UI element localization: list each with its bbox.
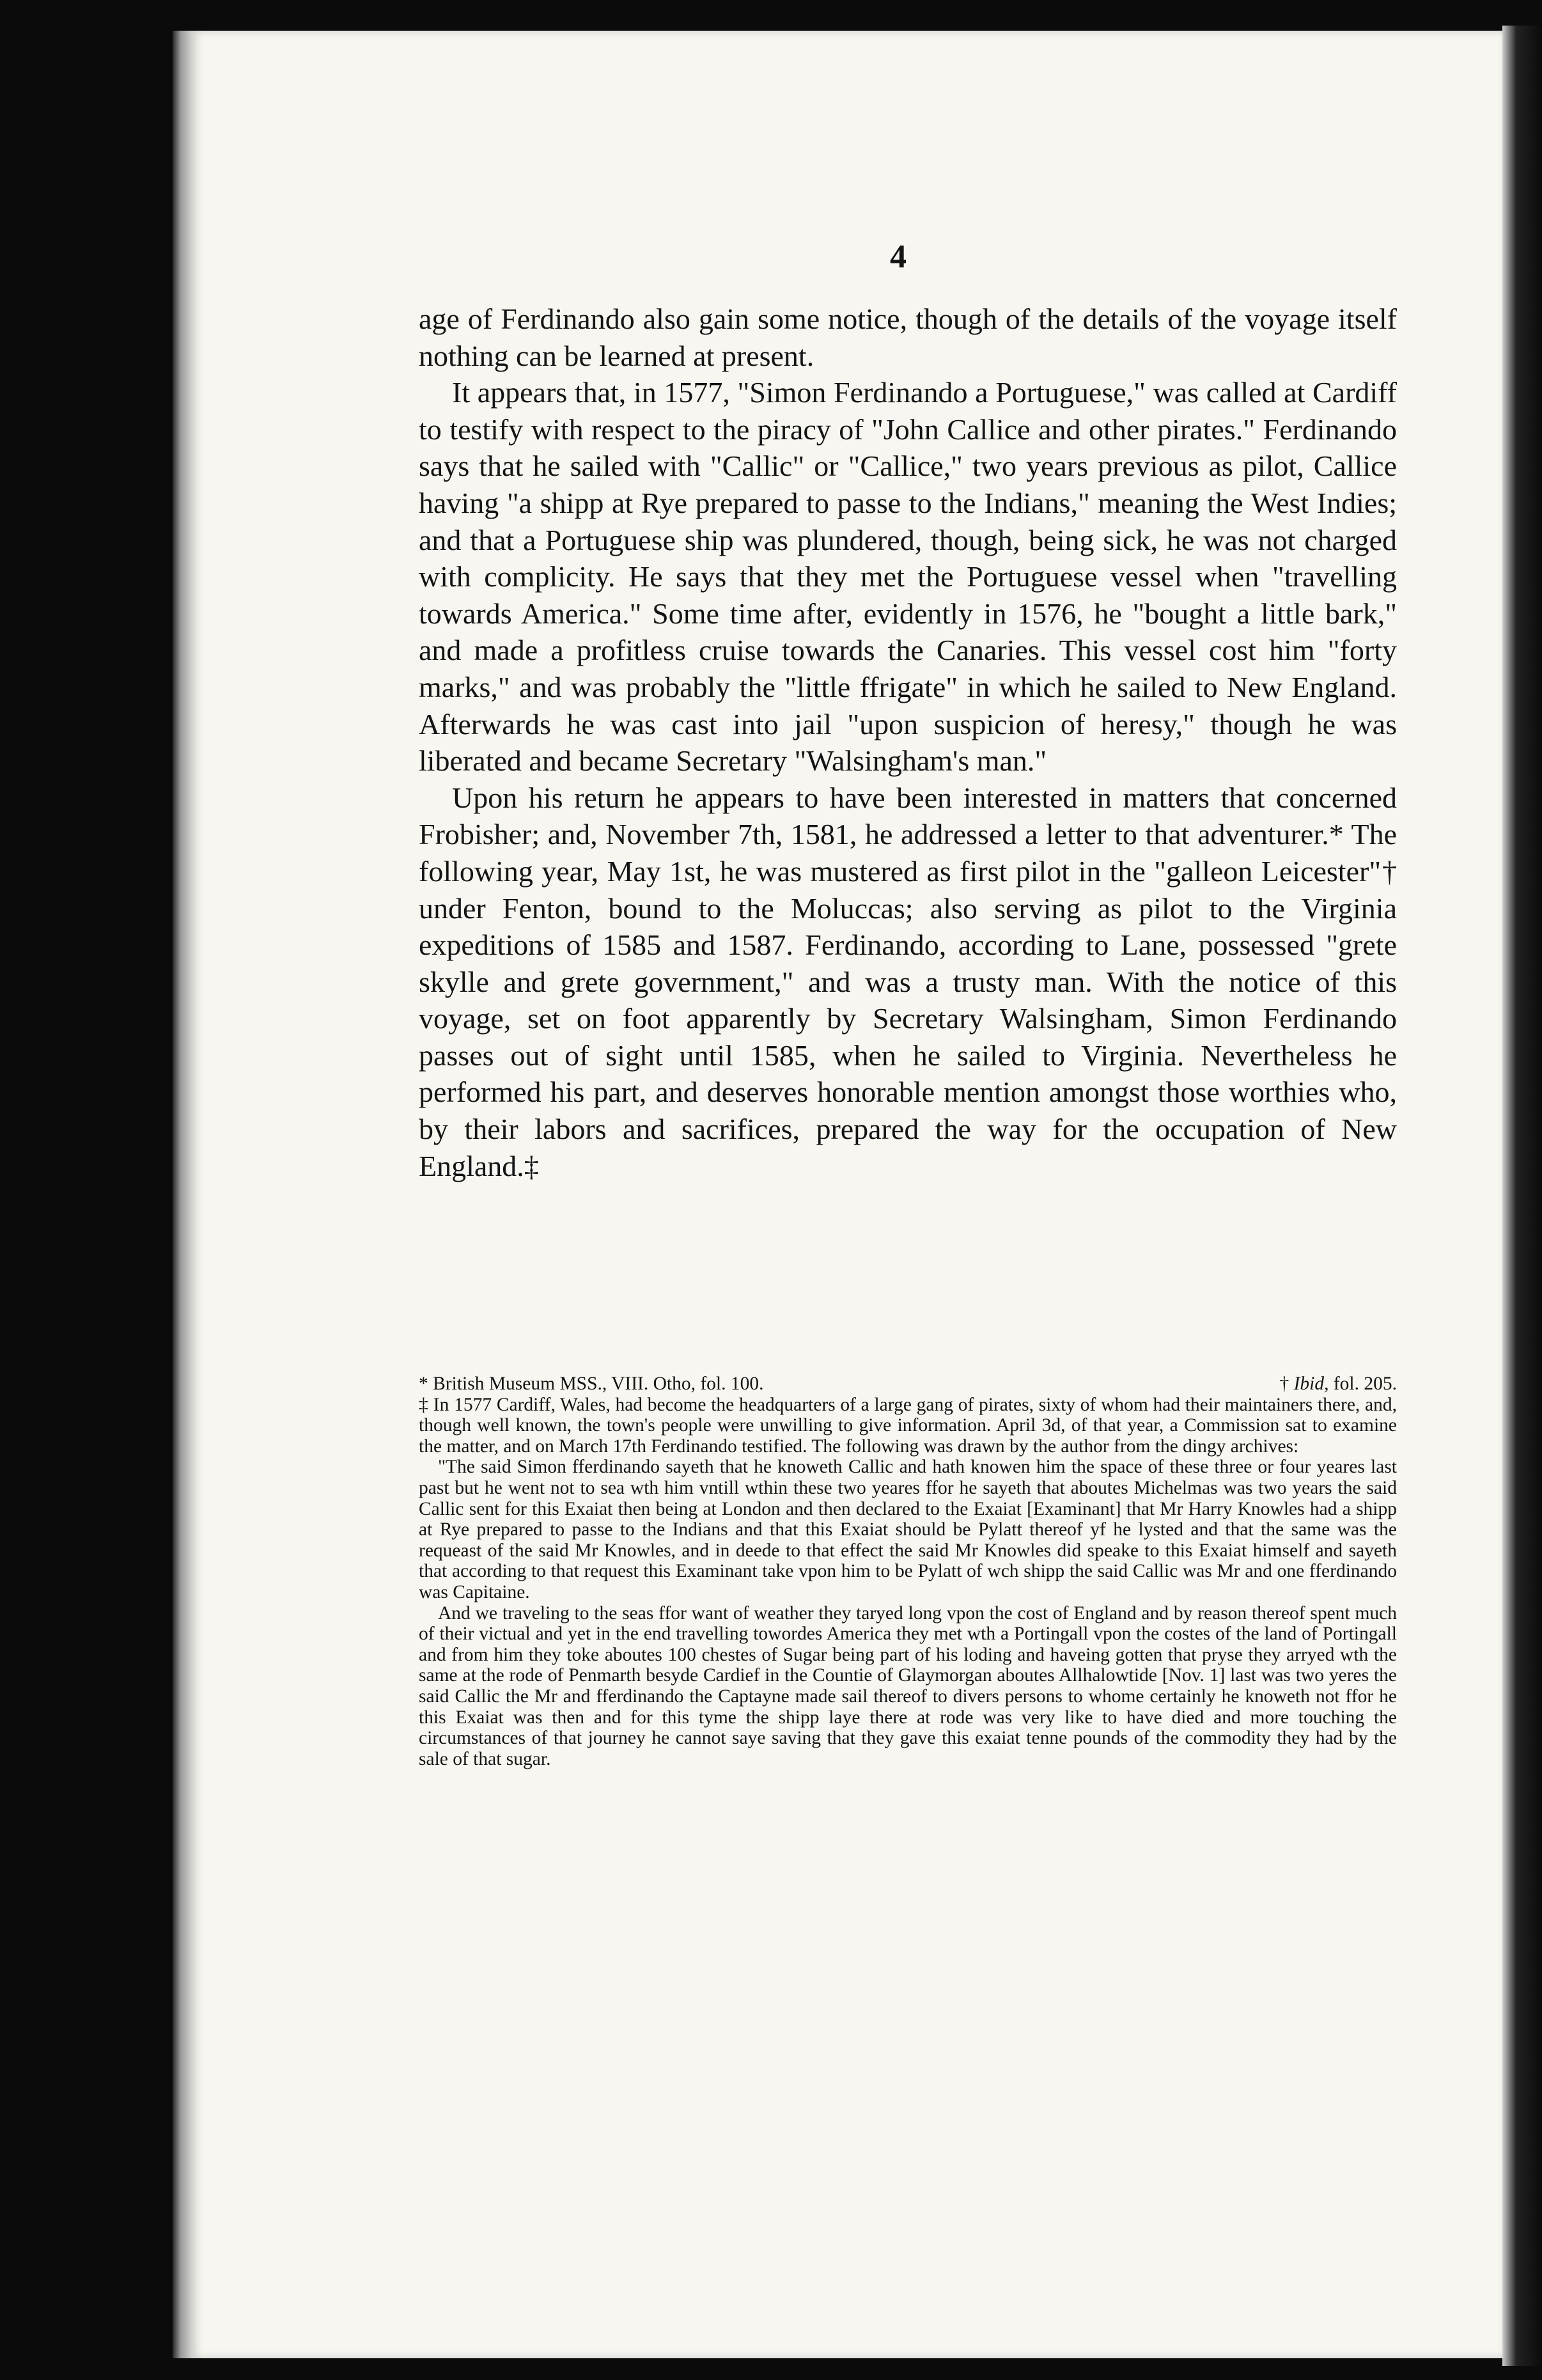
footnote-2-rest: fol. 205. xyxy=(1328,1374,1397,1394)
footnotes xyxy=(419,1374,1397,1769)
footnote-2-ibid: Ibid, xyxy=(1293,1374,1329,1394)
body-paragraph-3: Upon his return he appears to have been interested in matters that concerned Frobisher; and, November 7th, 1581, he addressed a letter to that adventurer.* The following year, May 1st, he was mustered as first pilot in the "galleon Leicester"† under Fenton, bound to the Moluccas; also serving as pilot to the Virginia expeditions of 1585 and 1587. Ferdinando, according to Lane, possessed "grete skylle and grete government," and was a trusty man. With the notice of this voyage, set on foot apparently by Secretary Walsingham, Simon Ferdinando passes out of sight until 1585, when he sailed to Virginia. Nevertheless he performed his part, and deserves honorable mention amongst those worthies who, by their labors and sacrifices, prepared the way for the occupation of New England.‡ xyxy=(419,781,1397,1182)
footnote-3: ‡ In 1577 Cardiff, Wales, had become the headquarters of a large gang of pirates, sixty of whom had their maintainers there, and, though well known, the town's people were unwilling to give information. April 3d, of that year, a Commission sat to examine the matter, and on March 17th Ferdinando testified. The following was drawn by the author from the dingy archives: xyxy=(419,1394,1397,1457)
footnote-row-1 xyxy=(419,1374,1397,1395)
body-text xyxy=(419,301,1397,1184)
page-number: 4 xyxy=(890,239,907,275)
body-paragraph-1: age of Ferdinando also gain some notice, though of the details of the voyage itself nothing can be learned at present. xyxy=(419,302,1397,372)
footnote-1: * British Museum MSS., VIII. Otho, fol. 100. xyxy=(419,1374,764,1394)
footnote-2-mark: † xyxy=(1279,1374,1294,1394)
scan-right-edge xyxy=(1502,26,1542,2366)
footnote-2 xyxy=(1279,1374,1397,1395)
body-paragraph-2: It appears that, in 1577, "Simon Ferdinando a Portuguese," was called at Cardiff to testify with respect to the piracy of "John Callice and other pirates." Ferdinando says that he sailed with "Callic" or "Callice," two years previous as pilot, Callice having "a shipp at Rye prepared to passe to the Indians," meaning the West Indies; and that a Portuguese ship was plundered, though, being sick, he was not charged with complicity. He says that they met the Portuguese vessel when "travelling towards America." Some time after, evidently in 1576, he "bought a little bark," and made a profitless cruise towards the Canaries. This vessel cost him "forty marks," and was probably the "little ffrigate" in which he sailed to New England. Afterwards he was cast into jail "upon suspicion of heresy," though he was liberated and became Secretary "Walsingham's man." xyxy=(419,376,1397,778)
footnote-quote-1: "The said Simon fferdinando sayeth that he knoweth Callic and hath knowen him the space of these three or four yeares last past but he went not to sea wth him vntill wthin these two yeares ffor he sayeth that aboutes Michelmas was two years the said Callic sent for this Exaiat then being at London and then declared to the Exaiat [Examinant] that Mr Harry Knowles had a shipp at Rye prepared to passe to the Indians and that this Exaiat should be Pylatt thereof yf he lysted and that the same was the requeast of the said Mr Knowles, and in deede to that effect the said Mr Knowles did speake to this Exaiat himself and sayeth that according to that request this Examinant take vpon him to be Pylatt of wch shipp the said Callic was Mr and one fferdinando was Capitaine. xyxy=(419,1457,1397,1602)
footnote-quote-2: And we traveling to the seas ffor want of weather they taryed long vpon the cost of England and by reason thereof spent much of their victual and yet in the end travelling towordes America they met wth a Portingall vpon the costes of the land of Portingall and from him they toke aboutes 100 chestes of Sugar being part of his loding and haveing gotten that pryse they arryed wth the same at the rode of Penmarth besyde Cardief in the Countie of Glaymorgan aboutes Allhalowtide [Nov. 1] last was two yeres the said Callic the Mr and fferdinando the Captayne made sail thereof to divers persons to whome certainly he knoweth not ffor he this Exaiat was then and for this tyme the shipp laye there at rode was very like to have died and more touching the circumstances of that journey he cannot saye saving that they gave this exaiat tenne pounds of the commodity they had by the sale of that sugar. xyxy=(419,1602,1397,1769)
page-binding-edge xyxy=(173,31,193,2358)
